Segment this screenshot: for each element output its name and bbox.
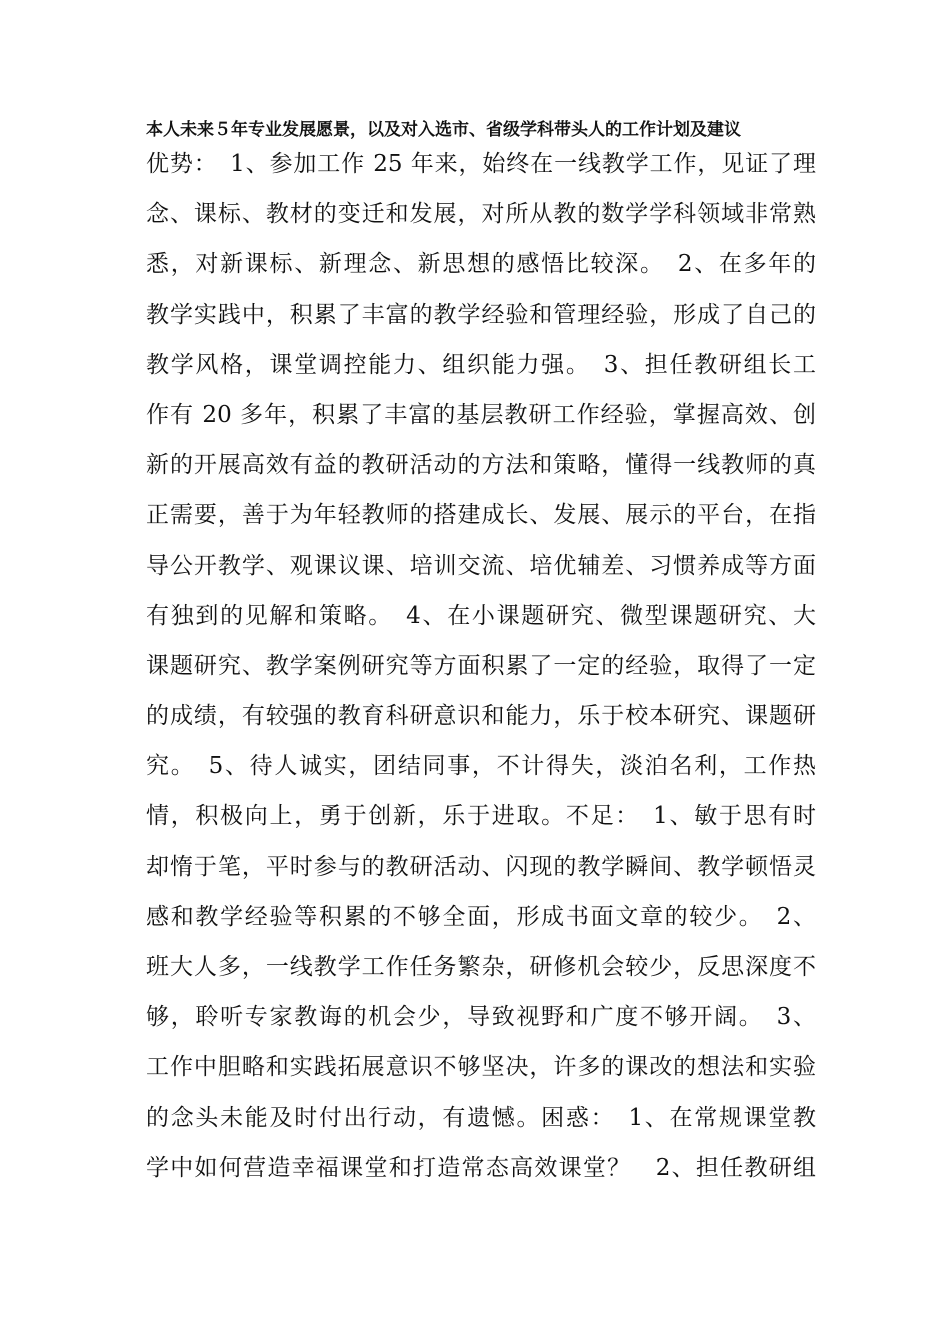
body-line-2: 念、课标、教材的变迁和发展，对所从教的数学学科领域非常熟	[146, 201, 816, 228]
body-line-1: 优势： 1、参加工作 25 年来，始终在一线教学工作，见证了理	[146, 151, 816, 177]
body-line-13: 究。 5、待人诚实，团结同事，不计得失，淡泊名利，工作热	[146, 753, 816, 780]
body-line-4: 教学实践中，积累了丰富的教学经验和管理经验，形成了自己的	[146, 301, 816, 328]
document-body	[146, 146, 816, 1200]
body-line-15: 却惰于笔，平时参与的教研活动、闪现的教学瞬间、教学顿悟灵	[146, 853, 816, 880]
body-line-9: 导公开教学、观课议课、培训交流、培优辅差、习惯养成等方面	[146, 552, 816, 579]
body-line-17: 班大人多，一线教学工作任务繁杂，研修机会较少，反思深度不	[146, 954, 816, 980]
body-line-14: 情，积极向上，勇于创新，乐于进取。不足： 1、敏于思有时	[146, 803, 816, 830]
body-line-8: 正需要，善于为年轻教师的搭建成长、发展、展示的平台，在指	[146, 502, 816, 529]
body-line-12: 的成绩，有较强的教育科研意识和能力，乐于校本研究、课题研	[146, 703, 816, 730]
body-line-18: 够，聆听专家教诲的机会少，导致视野和广度不够开阔。 3、	[146, 1004, 816, 1031]
body-line-20: 的念头未能及时付出行动，有遗憾。困惑： 1、在常规课堂教	[146, 1104, 816, 1131]
body-line-11: 课题研究、教学案例研究等方面积累了一定的经验，取得了一定	[146, 652, 816, 679]
body-line-6: 作有 20 多年，积累了丰富的基层教研工作经验，掌握高效、创	[146, 401, 816, 428]
body-line-7: 新的开展高效有益的教研活动的方法和策略，懂得一线教师的真	[146, 452, 816, 479]
body-line-3: 悉，对新课标、新理念、新思想的感悟比较深。 2、在多年的	[146, 251, 816, 278]
body-line-10: 有独到的见解和策略。 4、在小课题研究、微型课题研究、大	[146, 602, 816, 629]
body-line-21: 学中如何营造幸福课堂和打造常态高效课堂？ 2、担任教研组	[146, 1154, 816, 1181]
document-title: 本人未来５年专业发展愿景，以及对入选市、省级学科带头人的工作计划及建议	[146, 120, 741, 140]
body-line-16: 感和教学经验等积累的不够全面，形成书面文章的较少。 2、	[146, 903, 816, 930]
body-line-19: 工作中胆略和实践拓展意识不够坚决，许多的课改的想法和实验	[146, 1054, 816, 1081]
body-line-5: 教学风格，课堂调控能力、组织能力强。 3、担任教研组长工	[146, 351, 816, 378]
